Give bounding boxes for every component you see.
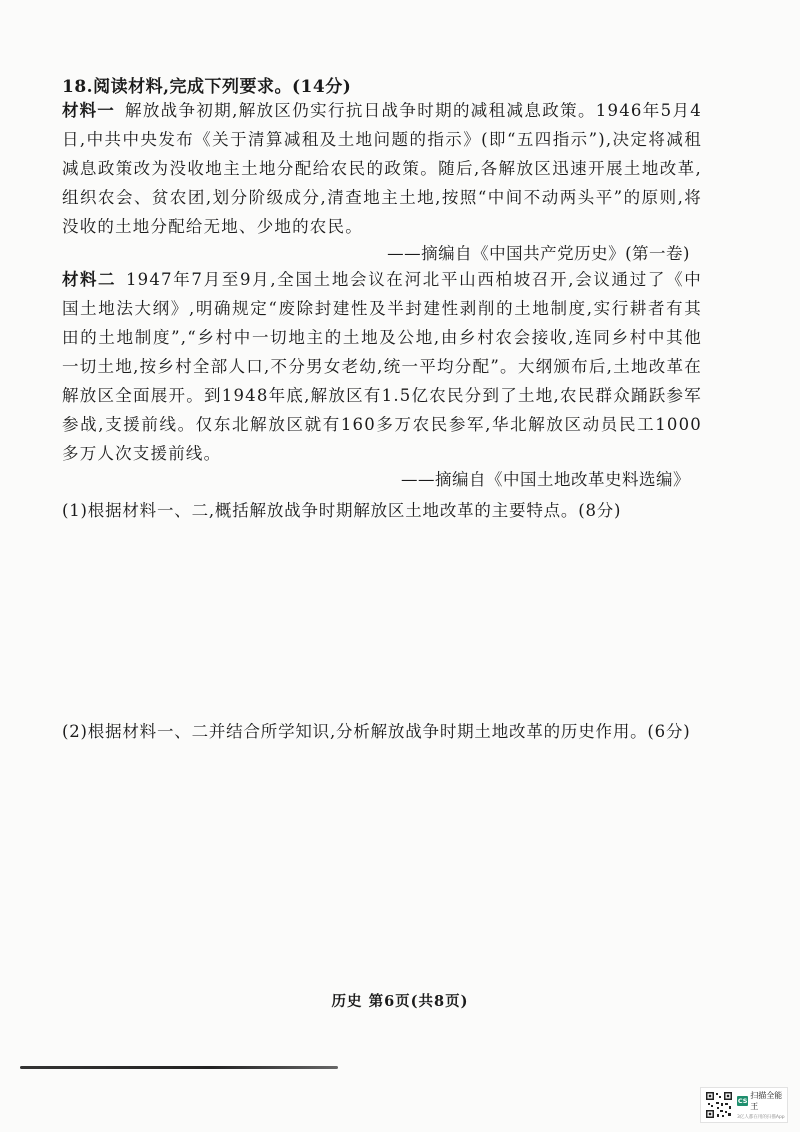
badge-top-row <box>737 1090 785 1112</box>
material-two-label: 材料二 <box>62 270 116 289</box>
scan-watermark-badge <box>700 1087 788 1123</box>
sub-question-2: (2)根据材料一、二并结合所学知识,分析解放战争时期土地改革的历史作用。(6分) <box>62 722 691 741</box>
material-one-text: 解放战争初期,解放区仍实行抗日战争时期的减租减息政策。1946年5月4日,中共中央发布《关于清算减租及土地问题的指示》(即“五四指示”),决定将减租减息政策改为没收地主土地分配给农民的政策。随后,各解放区迅速开展土地改革,组织农会、贫农团,划分阶级成分,清查地主土地,按照“中间不动两头平”的原则,将没收的土地分配给无地、少地的农民。 <box>62 101 703 236</box>
material-two <box>62 265 702 468</box>
material-two-source: ——摘编自《中国土地改革史料选编》 <box>401 470 690 489</box>
question-header: 18.阅读材料,完成下列要求。(14分) <box>62 77 352 97</box>
sub-question-1: (1)根据材料一、二,概括解放战争时期解放区土地改革的主要特点。(8分) <box>62 501 622 520</box>
material-one <box>62 96 702 241</box>
badge-text-group <box>737 1090 785 1120</box>
camscanner-logo-icon: CS <box>737 1097 748 1105</box>
badge-title: 扫描全能王 <box>750 1091 783 1111</box>
page-footer: 历史 第6页(共8页) <box>331 993 469 1010</box>
badge-subtitle: 3亿人都在用的扫描App <box>737 1115 785 1120</box>
qr-code-icon <box>705 1091 733 1119</box>
material-one-label: 材料一 <box>62 101 115 120</box>
material-two-text: 1947年7月至9月,全国土地会议在河北平山西柏坡召开,会议通过了《中国土地法大纲》,明确规定“废除封建性及半封建性剥削的土地制度,实行耕者有其田的土地制度”,“乡村中一切地主的土地及公地,由乡村农会接收,连同乡村中其他一切土地,按乡村全部人口,不分男女老幼,统一平均分配”。大纲颁布后,土地改革在解放区全面展开。到1948年底,解放区有1.5亿农民分到了土地,农民群众踊跃参军参战,支援前线。仅东北解放区就有160多万农民参军,华北解放区动员民工1000多万人次支援前线。 <box>62 270 703 463</box>
bottom-divider <box>20 1066 338 1069</box>
answer-area-2[interactable] <box>62 752 702 982</box>
material-one-source: ——摘编自《中国共产党历史》(第一卷) <box>387 244 690 263</box>
answer-area-1[interactable] <box>62 530 702 705</box>
